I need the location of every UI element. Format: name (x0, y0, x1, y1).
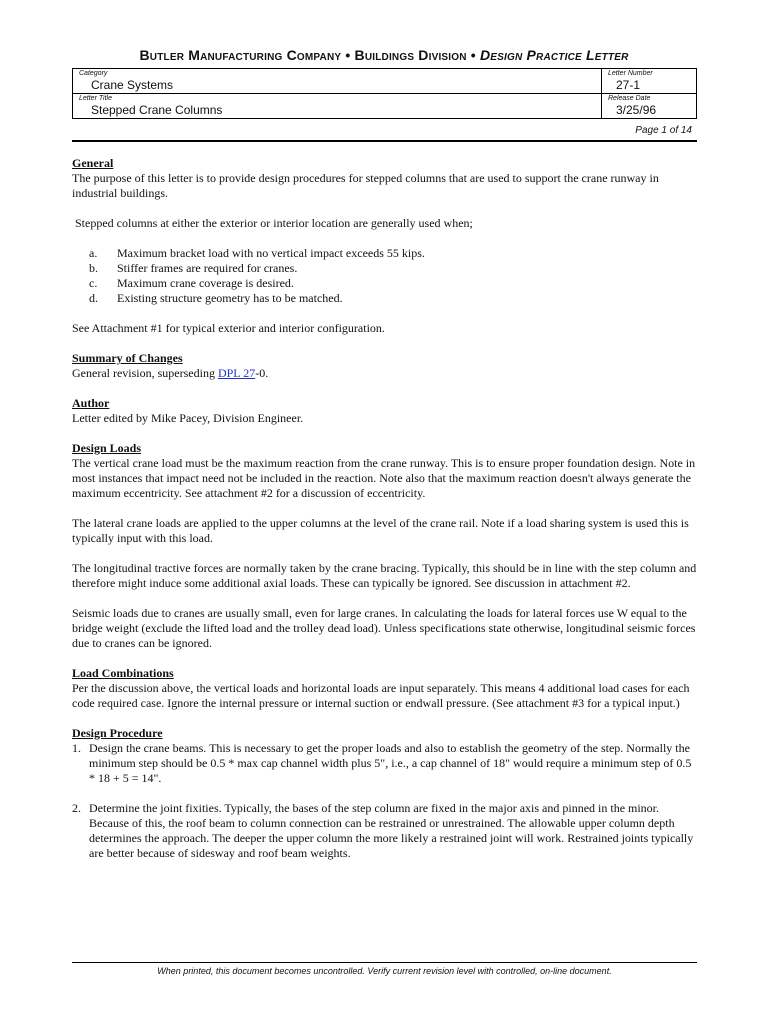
section-heading-design-loads: Design Loads (72, 441, 142, 455)
list-item-text: Stiffer frames are required for cranes. (117, 261, 298, 275)
design-loads-paragraph-3: The longitudinal tractive forces are normally taken by the crane bracing. Typically, this should be in line with the step column and therefore might induce some additional axial loads. These can typically be ignored. See discussion in attachment #2. (72, 561, 697, 590)
section-heading-design-procedure: Design Procedure (72, 726, 163, 740)
list-item-text: Design the crane beams. This is necessary to get the proper loads and also to establish the geometry of the step. Normally the minimum step should be 0.5 * max cap channel width plus 5", i.e., a cap channel of 18" would require a minimum step of 0.5 * 18 + 5 = 14". (89, 741, 692, 785)
category-label: Category (79, 70, 108, 77)
release-date-value: 3/25/96 (616, 103, 657, 117)
general-paragraph-2: Stepped columns at either the exterior or interior location are generally used when; (72, 216, 473, 230)
summary-paragraph (72, 366, 700, 381)
procedure-list-continued (72, 801, 700, 861)
design-loads-paragraph-2: The lateral crane loads are applied to the upper columns at the level of the crane rail. Note if a load sharing system is used this is typically input with this load. (72, 516, 689, 545)
list-item-text: Maximum crane coverage is desired. (117, 276, 294, 290)
summary-text-suffix: -0. (255, 366, 269, 380)
header-company-division: Butler Manufacturing Company • Buildings Division • (139, 47, 480, 63)
header-divider (72, 140, 697, 142)
letter-number-value: 27-1 (616, 78, 641, 92)
letter-body (72, 156, 700, 861)
summary-text: General revision, superseding (72, 366, 218, 380)
list-item (72, 261, 700, 276)
category-value: Crane Systems (91, 78, 174, 92)
letter-meta-table (72, 68, 697, 119)
letter-title-value: Stepped Crane Columns (91, 103, 223, 117)
section-heading-general: General (72, 156, 114, 170)
document-header-title (70, 47, 698, 63)
list-item (72, 741, 700, 786)
dpl-27-link[interactable]: DPL 27 (217, 366, 256, 380)
list-marker: 2. (72, 801, 81, 815)
letter-number-label: Letter Number (608, 70, 653, 77)
general-paragraph-3: See Attachment #1 for typical exterior and interior configuration. (72, 321, 385, 335)
section-heading-author: Author (72, 396, 110, 410)
letter-number-cell (602, 69, 697, 94)
general-paragraph-1: The purpose of this letter is to provide design procedures for stepped columns that are used to support the crane runway in industrial buildings. (72, 171, 659, 200)
list-item (72, 801, 700, 861)
list-item-text: Maximum bracket load with no vertical impact exceeds 55 kips. (117, 246, 425, 260)
letter-title-label: Letter Title (79, 95, 113, 102)
release-date-label: Release Date (608, 95, 651, 102)
list-marker: c. (89, 276, 98, 290)
list-marker: a. (89, 246, 98, 260)
load-combinations-paragraph: Per the discussion above, the vertical loads and horizontal loads are input separately. This means 4 additional load cases for each code required case. Ignore the internal pressure or internal suction or endwall pressure. (See attachment #3 for a typical input.) (72, 681, 690, 710)
footer-divider (72, 962, 697, 963)
list-item (72, 276, 700, 291)
procedure-list (72, 741, 700, 786)
list-item (72, 246, 700, 261)
list-item-text: Determine the joint fixities. Typically, the bases of the step column are fixed in the major axis and pinned in the minor. Because of this, the roof beam to column connection can be restrained or unrestrained. The allowable upper column depth determines the approach. The deeper the upper column the more likely a restrained joint will work. Restrained joints typically are better because of sidesway and roof beam weights. (89, 801, 694, 860)
list-marker: b. (89, 261, 98, 275)
design-loads-paragraph-4: Seismic loads due to cranes are usually small, even for large cranes. In calculating the loads for lateral forces use W equal to the bridge weight (exclude the lifted load and the trolley dead load). Unless specifications state otherwise, longitudinal seismic forces due to cranes can be ignored. (72, 606, 696, 650)
category-cell (73, 69, 602, 94)
list-item-text: Existing structure geometry has to be matched. (117, 291, 343, 305)
conditions-list (72, 246, 700, 306)
list-item (72, 291, 700, 306)
list-marker: d. (89, 291, 98, 305)
letter-title-cell (73, 94, 602, 119)
header-letter-type: Design Practice Letter (479, 47, 629, 63)
release-date-cell (602, 94, 697, 119)
page-number: Page 1 of 14 (635, 125, 692, 136)
section-heading-summary: Summary of Changes (72, 351, 183, 365)
footer-notice: When printed, this document becomes uncontrolled. Verify current revision level with controlled, on-line document. (157, 966, 612, 976)
author-paragraph: Letter edited by Mike Pacey, Division Engineer. (72, 411, 304, 425)
design-loads-paragraph-1: The vertical crane load must be the maximum reaction from the crane runway. This is to ensure proper foundation design. Note in most instances that impact need not be included in the reaction. Note also that the maximum reaction doesn't always generate the maximum eccentricity. See attachment #2 for a discussion of eccentricity. (72, 456, 696, 500)
list-marker: 1. (72, 741, 81, 755)
section-heading-load-combinations: Load Combinations (72, 666, 174, 680)
